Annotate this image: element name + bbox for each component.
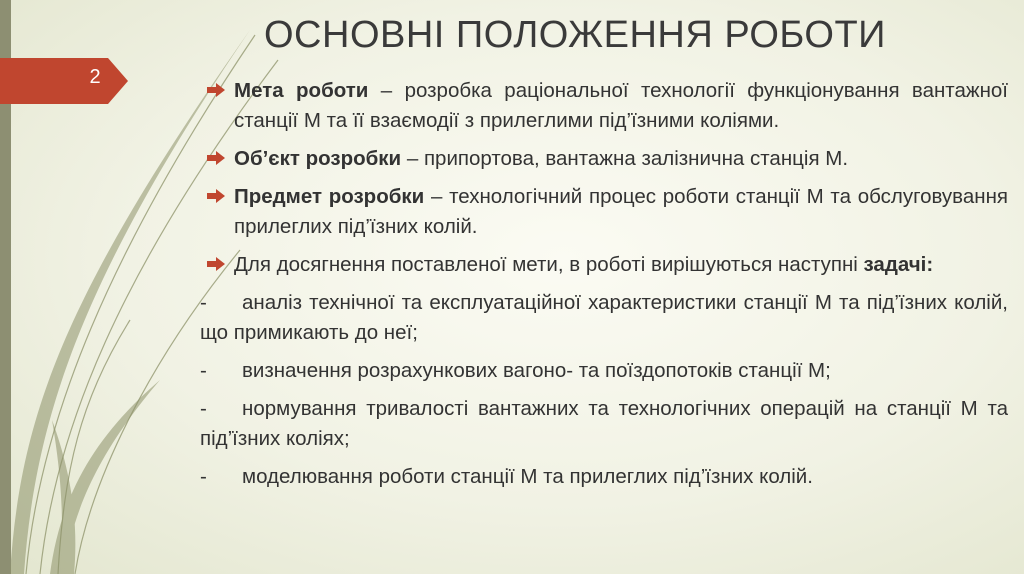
bullet-subject (200, 182, 1008, 242)
bullet-text: – припортова, вантажна залізнична станція М. (401, 147, 849, 170)
task-text: аналіз технічної та експлуатаційної характеристики станції М та під’їзних колій, що примикають до неї; (200, 291, 1008, 344)
bullet-bold: задачі (863, 253, 927, 276)
arrow-bullet-icon (207, 257, 225, 271)
task-item (200, 462, 1008, 492)
task-item (200, 394, 1008, 454)
task-item (200, 356, 1008, 386)
page-number-flag (0, 58, 128, 104)
bullet-text: – розробка раціональної технології функціонування вантажної станції М та її взаємодії з прилеглими під’їзними коліями. (234, 79, 1008, 132)
slide-content (200, 76, 1008, 500)
task-text: визначення розрахункових вагоно- та поїздопотоків станції М; (242, 359, 831, 382)
bullet-bold: Мета роботи (234, 79, 369, 102)
dash-marker: - (200, 291, 207, 314)
dash-marker: - (200, 465, 207, 488)
bullet-object (200, 144, 1008, 174)
task-text: нормування тривалості вантажних та технологічних операцій на станції М та під’їзних коліях; (200, 397, 1008, 450)
bullet-goal (200, 76, 1008, 136)
bullet-text: – технологічний процес роботи станції М та обслуговування прилеглих під’їзних колій. (234, 185, 1008, 238)
bullet-suffix: : (926, 253, 934, 276)
bullet-tasks-intro (200, 250, 1008, 280)
task-text: моделювання роботи станції М та прилеглих під’їзних колій. (242, 465, 813, 488)
dash-marker: - (200, 359, 207, 382)
slide-title: ОСНОВНІ ПОЛОЖЕННЯ РОБОТИ (264, 14, 886, 56)
arrow-bullet-icon (207, 83, 225, 97)
page-number: 2 (89, 66, 101, 88)
task-item (200, 288, 1008, 348)
bullet-bold: Предмет розробки (234, 185, 425, 208)
dash-marker: - (200, 397, 207, 420)
bullet-bold: Об’єкт розробки (234, 147, 402, 170)
arrow-bullet-icon (207, 189, 225, 203)
bullet-text: Для досягнення поставленої мети, в роботі вирішуються наступні (234, 253, 864, 276)
arrow-bullet-icon (207, 151, 225, 165)
